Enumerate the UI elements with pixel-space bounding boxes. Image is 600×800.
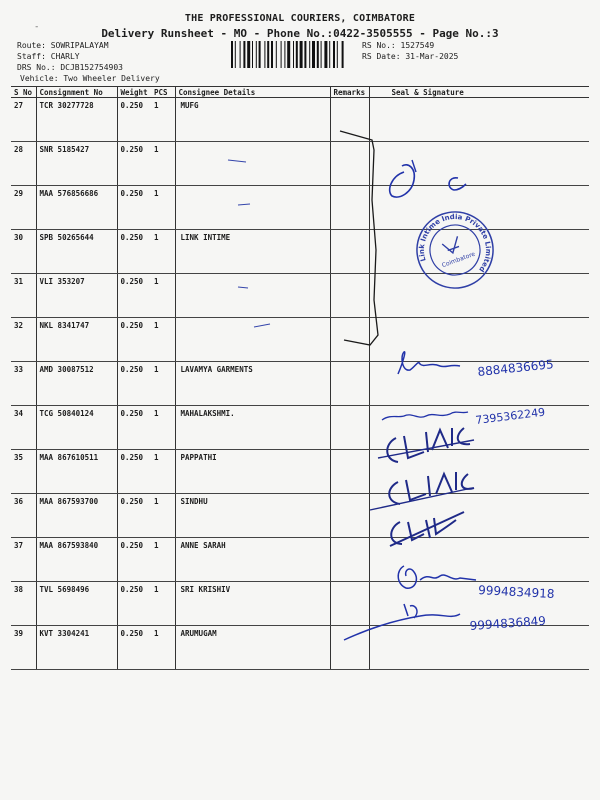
- row-consignment-no: NKL 8341747: [36, 318, 117, 362]
- row-sno: 39: [11, 626, 36, 670]
- corner-mark: -: [34, 22, 40, 32]
- row-pcs: 1: [151, 538, 175, 582]
- barcode-bar: [337, 41, 338, 68]
- row-seal-signature: [369, 450, 589, 494]
- barcode-bar: [243, 41, 245, 68]
- table-row: [11, 494, 589, 538]
- row-seal-signature: [369, 186, 589, 230]
- table-row: [11, 582, 589, 626]
- table-row: [11, 142, 589, 186]
- row-pcs: 1: [151, 98, 175, 142]
- row-sno: 28: [11, 142, 36, 186]
- row-seal-signature: [369, 626, 589, 670]
- row-pcs: 1: [151, 186, 175, 230]
- barcode-bar: [333, 41, 335, 68]
- row-weight: 0.250: [117, 582, 151, 626]
- row-weight: 0.250: [117, 318, 151, 362]
- row-sno: 32: [11, 318, 36, 362]
- drs-number: DRS No.: DCJB152754903: [17, 63, 123, 72]
- row-consignee-details: [175, 142, 330, 186]
- row-pcs: 1: [151, 230, 175, 274]
- col-pcs: PCS: [151, 87, 175, 98]
- phone-note-row-39: 9994836849: [469, 613, 547, 633]
- row-sno: 35: [11, 450, 36, 494]
- row-seal-signature: [369, 98, 589, 142]
- col-remarks: Remarks: [330, 87, 369, 98]
- col-sno: S No: [11, 87, 36, 98]
- row-pcs: 1: [151, 406, 175, 450]
- row-consignment-no: KVT 3304241: [36, 626, 117, 670]
- barcode-bar: [293, 41, 294, 68]
- row-sno: 37: [11, 538, 36, 582]
- rs-date: RS Date: 31-Mar-2025: [362, 52, 459, 61]
- runsheet-subtitle: Delivery Runsheet - MO - Phone No.:0422-3505555 - Page No.:3: [101, 27, 499, 40]
- row-consignment-no: MAA 867593700: [36, 494, 117, 538]
- barcode-bar: [300, 41, 303, 68]
- row-consignment-no: MAA 867593840: [36, 538, 117, 582]
- barcode-bar: [276, 41, 277, 68]
- row-consignment-no: MAA 867610511: [36, 450, 117, 494]
- row-consignee-details: ANNE SARAH: [175, 538, 330, 582]
- row-remarks: [330, 186, 369, 230]
- barcode-bar: [287, 41, 290, 68]
- table-row: [11, 274, 589, 318]
- row-remarks: [330, 98, 369, 142]
- row-pcs: 1: [151, 582, 175, 626]
- company-title: THE PROFESSIONAL COURIERS, COIMBATORE: [184, 13, 416, 24]
- row-remarks: [330, 582, 369, 626]
- row-remarks: [330, 406, 369, 450]
- barcode-bar: [281, 41, 282, 68]
- row-weight: 0.250: [117, 362, 151, 406]
- row-seal-signature: [369, 582, 589, 626]
- barcode-bar: [252, 41, 253, 68]
- row-weight: 0.250: [117, 186, 151, 230]
- barcode-bar: [267, 41, 269, 68]
- barcode-bar: [317, 41, 319, 68]
- row-consignment-no: VLI 353207: [36, 274, 117, 318]
- row-weight: 0.250: [117, 494, 151, 538]
- row-consignee-details: LINK INTIME: [175, 230, 330, 274]
- table-row: [11, 406, 589, 450]
- row-consignee-details: [175, 274, 330, 318]
- vehicle-label: Vehicle: Two Wheeler Delivery: [20, 74, 160, 83]
- row-weight: 0.250: [117, 142, 151, 186]
- table-row: [11, 626, 589, 670]
- row-sno: 27: [11, 98, 36, 142]
- row-sno: 30: [11, 230, 36, 274]
- row-consignee-details: [175, 186, 330, 230]
- table-row: [11, 362, 589, 406]
- row-remarks: [330, 626, 369, 670]
- row-consignee-details: SINDHU: [175, 494, 330, 538]
- row-weight: 0.250: [117, 538, 151, 582]
- row-sno: 33: [11, 362, 36, 406]
- stamp-city: Coimbatore: [440, 250, 477, 270]
- barcode-bar: [259, 41, 261, 68]
- barcode-bar: [342, 41, 344, 68]
- row-pcs: 1: [151, 450, 175, 494]
- barcode-bar: [235, 41, 236, 68]
- barcode-bar: [329, 41, 330, 68]
- row-consignment-no: AMD 30087512: [36, 362, 117, 406]
- row-remarks: [330, 362, 369, 406]
- phone-note-row-33: 8884836695: [476, 357, 555, 379]
- row-consignment-no: TVL 5698496: [36, 582, 117, 626]
- barcode-image: [231, 41, 357, 68]
- table-row: [11, 230, 589, 274]
- table-header-row: [11, 87, 589, 98]
- table-row: [11, 98, 589, 142]
- col-details: Consignee Details: [175, 87, 330, 98]
- barcode-bar: [312, 41, 315, 68]
- table-row: [11, 450, 589, 494]
- phone-note-row-34: 7395362249: [474, 405, 546, 427]
- row-weight: 0.250: [117, 450, 151, 494]
- barcode-bar: [231, 41, 233, 68]
- row-sno: 31: [11, 274, 36, 318]
- barcode-bar: [304, 41, 306, 68]
- row-seal-signature: [369, 230, 589, 274]
- row-consignee-details: MAHALAKSHMI.: [175, 406, 330, 450]
- row-consignee-details: ARUMUGAM: [175, 626, 330, 670]
- row-weight: 0.250: [117, 406, 151, 450]
- row-pcs: 1: [151, 626, 175, 670]
- col-weight: Weight: [117, 87, 151, 98]
- row-remarks: [330, 318, 369, 362]
- row-pcs: 1: [151, 142, 175, 186]
- row-remarks: [330, 142, 369, 186]
- staff-label: Staff: CHARLY: [17, 52, 80, 61]
- row-seal-signature: [369, 406, 589, 450]
- stamp-text: Link Intime India Private Limited: [417, 212, 493, 274]
- row-pcs: 1: [151, 274, 175, 318]
- phone-note-row-38: 9994834918: [477, 583, 555, 601]
- row-seal-signature: [369, 318, 589, 362]
- row-consignment-no: SNR 5185427: [36, 142, 117, 186]
- row-weight: 0.250: [117, 626, 151, 670]
- row-remarks: [330, 538, 369, 582]
- row-sno: 34: [11, 406, 36, 450]
- row-weight: 0.250: [117, 98, 151, 142]
- row-seal-signature: [369, 362, 589, 406]
- row-consignment-no: TCG 50840124: [36, 406, 117, 450]
- row-pcs: 1: [151, 362, 175, 406]
- row-consignee-details: [175, 318, 330, 362]
- row-consignee-details: SRI KRISHIV: [175, 582, 330, 626]
- row-pcs: 1: [151, 494, 175, 538]
- col-consignment: Consignment No: [36, 87, 117, 98]
- row-consignment-no: SPB 50265644: [36, 230, 117, 274]
- row-pcs: 1: [151, 318, 175, 362]
- barcode-bar: [284, 41, 285, 68]
- barcode-bar: [309, 41, 310, 68]
- row-seal-signature: [369, 274, 589, 318]
- row-seal-signature: [369, 538, 589, 582]
- row-remarks: [330, 274, 369, 318]
- barcode-bar: [256, 41, 257, 68]
- row-consignee-details: MUFG: [175, 98, 330, 142]
- row-consignment-no: MAA 576856686: [36, 186, 117, 230]
- barcode-bar: [271, 41, 273, 68]
- barcode-bar: [296, 41, 298, 68]
- runsheet-table: [11, 86, 589, 670]
- table-row: [11, 186, 589, 230]
- row-seal-signature: [369, 494, 589, 538]
- barcode-bar: [324, 41, 327, 68]
- route-label: Route: SOWRIPALAYAM: [17, 41, 109, 50]
- barcode-bar: [240, 41, 241, 68]
- row-consignee-details: LAVAMYA GARMENTS: [175, 362, 330, 406]
- barcode-bar: [247, 41, 250, 68]
- rs-number: RS No.: 1527549: [362, 41, 435, 50]
- row-remarks: [330, 494, 369, 538]
- row-weight: 0.250: [117, 274, 151, 318]
- table-row: [11, 318, 589, 362]
- row-consignee-details: PAPPATHI: [175, 450, 330, 494]
- row-sno: 29: [11, 186, 36, 230]
- row-sno: 38: [11, 582, 36, 626]
- row-consignment-no: TCR 30277728: [36, 98, 117, 142]
- barcode-bar: [264, 41, 265, 68]
- row-weight: 0.250: [117, 230, 151, 274]
- row-sno: 36: [11, 494, 36, 538]
- row-remarks: [330, 450, 369, 494]
- col-seal: Seal & Signature: [369, 87, 589, 98]
- row-remarks: [330, 230, 369, 274]
- row-seal-signature: [369, 142, 589, 186]
- barcode-bar: [321, 41, 322, 68]
- table-row: [11, 538, 589, 582]
